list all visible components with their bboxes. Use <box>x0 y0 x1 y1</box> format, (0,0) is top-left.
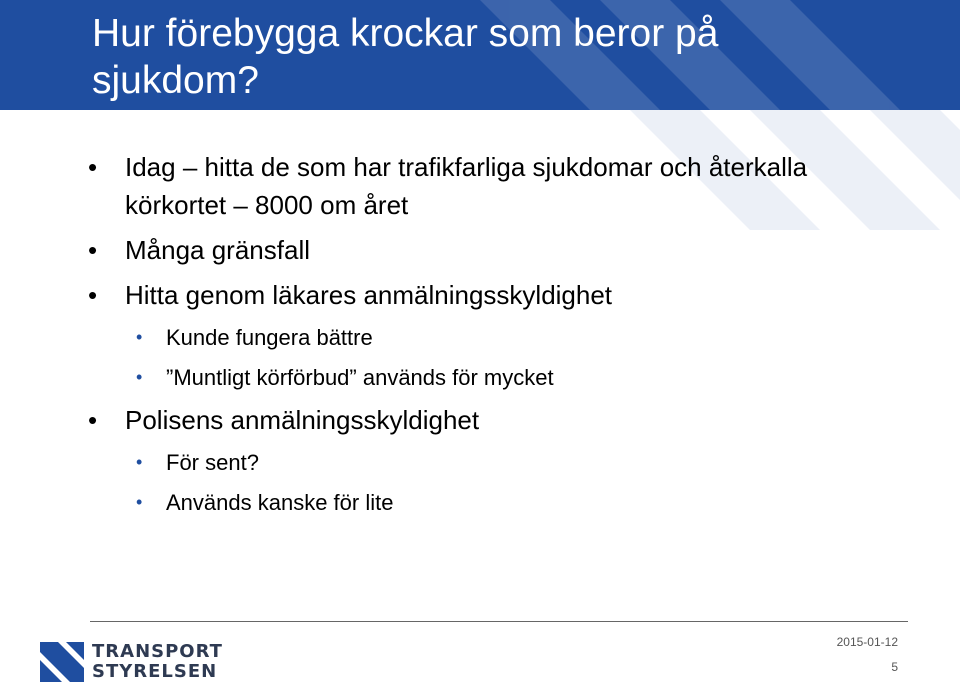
footer-date: 2015-01-12 <box>836 635 898 649</box>
bullet-list <box>88 148 908 526</box>
sub-bullet-item: • Används kanske för lite <box>88 486 908 519</box>
title-bar <box>0 0 960 110</box>
logo-line-2: STYRELSEN <box>92 661 218 682</box>
bullet-item: • Polisens anmälningsskyldighet <box>88 401 908 439</box>
logo-text <box>92 642 223 682</box>
bullet-item: • Många gränsfall <box>88 231 908 269</box>
transportstyrelsen-logo-icon <box>40 642 84 682</box>
bullet-item: • Idag – hitta de som har trafikfarliga sjukdomar och återkalla körkortet – 8000 om året <box>88 148 908 224</box>
logo-line-1: TRANSPORT <box>92 641 223 662</box>
sub-bullet-item: • Kunde fungera bättre <box>88 321 908 354</box>
footer-divider <box>90 621 908 622</box>
page-title: Hur förebygga krockar som beror på sjukdom? <box>92 12 719 102</box>
bullet-item: • Hitta genom läkares anmälningsskyldighet <box>88 276 908 314</box>
page-number: 5 <box>891 660 898 674</box>
sub-bullet-item: • ”Muntligt körförbud” används för mycket <box>88 361 908 394</box>
sub-bullet-item: • För sent? <box>88 446 908 479</box>
